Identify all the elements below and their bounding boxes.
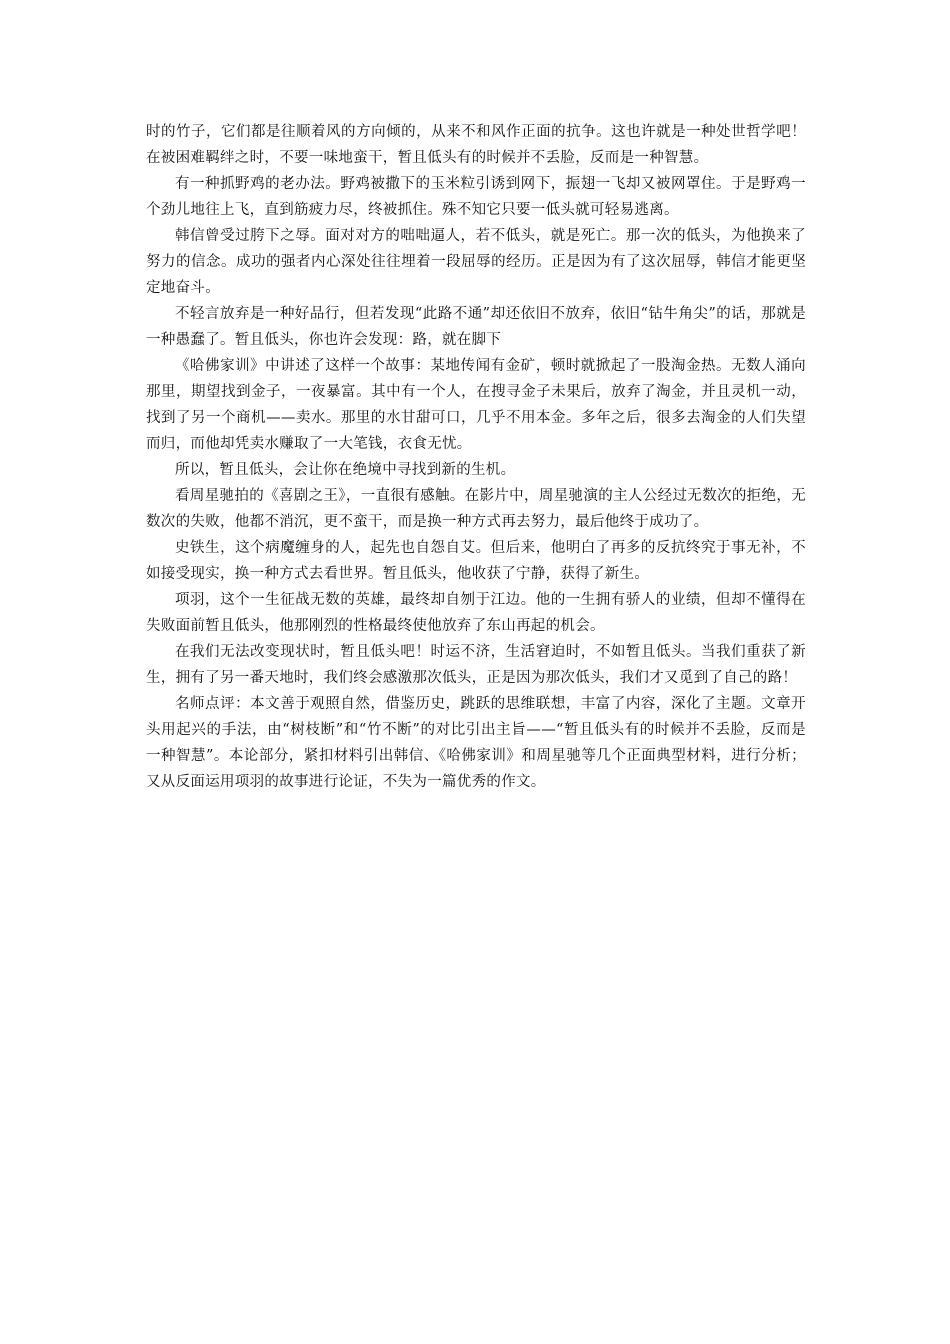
document-body bbox=[146, 119, 806, 795]
paragraph-5: 《哈佛家训》中讲述了这样一个故事：某地传闻有金矿，顿时就掀起了一股淘金热。无数人涌向那里，期望找到金子，一夜暴富。其中有一个人，在搜寻金子未果后，放弃了淘金，并且灵机一动，找到了另一个商机——卖水。那里的水甘甜可口，几乎不用本金。多年之后，很多去淘金的人们失望而归，而他却凭卖水赚取了一大笔钱，衣食无忧。 bbox=[146, 358, 806, 452]
paragraph-4: 不轻言放弃是一种好品行，但若发现“此路不通”却还依旧不放弃，依旧“钻牛角尖”的话，那就是一种愚蠢了。暂且低头，你也许会发现：路，就在脚下 bbox=[146, 306, 806, 348]
paragraph-6: 所以，暂且低头，会让你在绝境中寻找到新的生机。 bbox=[175, 462, 516, 478]
paragraph-3: 韩信曾受过胯下之辱。面对对方的咄咄逼人，若不低头，就是死亡。那一次的低头，为他换来了努力的信念。成功的强者内心深处往往埋着一段屈辱的经历。正是因为有了这次屈辱，韩信才能更坚定地奋斗。 bbox=[146, 228, 806, 296]
paragraph-8: 史铁生，这个病魔缠身的人，起先也自怨自艾。但后来，他明白了再多的反抗终究于事无补，不如接受现实，换一种方式去看世界。暂且低头，他收获了宁静，获得了新生。 bbox=[146, 540, 806, 582]
paragraph-2: 有一种抓野鸡的老办法。野鸡被撒下的玉米粒引诱到网下，振翅一飞却又被网罩住。于是野鸡一个劲儿地往上飞，直到筋疲力尽，终被抓住。殊不知它只要一低头就可轻易逃离。 bbox=[146, 176, 806, 218]
paragraph-7: 看周星驰拍的《喜剧之王》，一直很有感触。在影片中，周星驰演的主人公经过无数次的拒绝，无数次的失败，他都不消沉，更不蛮干，而是换一种方式再去努力，最后他终于成功了。 bbox=[146, 488, 806, 530]
teacher-comment: 名师点评：本文善于观照自然，借鉴历史，跳跃的思维联想，丰富了内容，深化了主题。文章开头用起兴的手法，由“树枝断”和“竹不断”的对比引出主旨——“暂且低头有的时候并不丢脸，反而是一种智慧”。本论部分，紧扣材料引出韩信、《哈佛家训》和周星驰等几个正面典型材料，进行分析；又从反面运用项羽的故事进行论证，不失为一篇优秀的作文。 bbox=[146, 696, 806, 790]
paragraph-1: 时的竹子，它们都是往顺着风的方向倾的，从来不和风作正面的抗争。这也许就是一种处世哲学吧！在被困难羁绊之时，不要一味地蛮干，暂且低头有的时候并不丢脸，反而是一种智慧。 bbox=[146, 124, 806, 166]
paragraph-9: 项羽，这个一生征战无数的英雄，最终却自刎于江边。他的一生拥有骄人的业绩，但却不懂得在失败面前暂且低头，他那刚烈的性格最终使他放弃了东山再起的机会。 bbox=[146, 592, 806, 634]
paragraph-10: 在我们无法改变现状时，暂且低头吧！时运不济，生活窘迫时，不如暂且低头。当我们重获了新生，拥有了另一番天地时，我们终会感激那次低头，正是因为那次低头，我们才又觅到了自己的路！ bbox=[146, 644, 806, 686]
